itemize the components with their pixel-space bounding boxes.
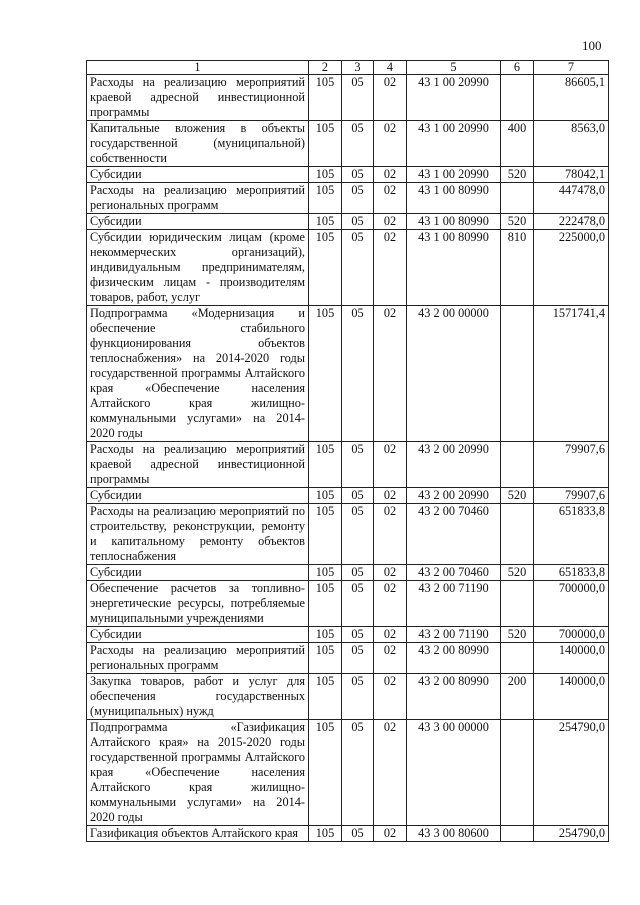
row-target-article: 43 2 00 80990 <box>407 674 501 720</box>
row-name: Субсидии юридическим лицам (кроме некоммерческих организаций), индивидуальным предпринимателям, физическим лицам - производителям товаров, работ, услуг <box>87 230 309 306</box>
row-expense-type <box>501 504 534 565</box>
row-target-article: 43 2 00 20990 <box>407 488 501 504</box>
row-admin-code: 105 <box>309 720 342 826</box>
row-expense-type <box>501 826 534 842</box>
table-row <box>87 504 609 565</box>
row-target-article: 43 2 00 71190 <box>407 581 501 627</box>
row-amount: 700000,0 <box>534 581 609 627</box>
row-subsection: 02 <box>374 230 407 306</box>
row-amount: 140000,0 <box>534 643 609 674</box>
row-amount: 651833,8 <box>534 565 609 581</box>
row-amount: 700000,0 <box>534 627 609 643</box>
row-target-article: 43 2 00 20990 <box>407 442 501 488</box>
row-expense-type: 520 <box>501 565 534 581</box>
row-target-article: 43 1 00 80990 <box>407 230 501 306</box>
table-row <box>87 627 609 643</box>
row-subsection: 02 <box>374 720 407 826</box>
row-section: 05 <box>342 720 374 826</box>
row-amount: 447478,0 <box>534 183 609 214</box>
row-expense-type: 520 <box>501 167 534 183</box>
row-name: Подпрограмма «Газификация Алтайского края» на 2015-2020 годы государственной программы Алтайского края «Обеспечение населения Алтайского края жилищно-коммунальными услугами» на 2014-2020 годы <box>87 720 309 826</box>
row-section: 05 <box>342 75 374 121</box>
row-subsection: 02 <box>374 627 407 643</box>
table-row <box>87 183 609 214</box>
row-amount: 651833,8 <box>534 504 609 565</box>
row-subsection: 02 <box>374 643 407 674</box>
row-admin-code: 105 <box>309 75 342 121</box>
row-section: 05 <box>342 183 374 214</box>
row-section: 05 <box>342 504 374 565</box>
row-subsection: 02 <box>374 214 407 230</box>
row-target-article: 43 3 00 80600 <box>407 826 501 842</box>
table-row <box>87 674 609 720</box>
row-name: Расходы на реализацию мероприятий по строительству, реконструкции, ремонту и капитальному ремонту объектов теплоснабжения <box>87 504 309 565</box>
row-admin-code: 105 <box>309 183 342 214</box>
table-row <box>87 643 609 674</box>
table-row <box>87 826 609 842</box>
row-section: 05 <box>342 230 374 306</box>
row-expense-type: 520 <box>501 627 534 643</box>
row-name: Субсидии <box>87 214 309 230</box>
row-section: 05 <box>342 442 374 488</box>
row-name: Закупка товаров, работ и услуг для обеспечения государственных (муниципальных) нужд <box>87 674 309 720</box>
table-row <box>87 720 609 826</box>
header-cell: 1 <box>87 61 309 75</box>
row-name: Субсидии <box>87 565 309 581</box>
row-subsection: 02 <box>374 442 407 488</box>
row-admin-code: 105 <box>309 488 342 504</box>
header-cell: 4 <box>374 61 407 75</box>
row-target-article: 43 2 00 70460 <box>407 565 501 581</box>
row-target-article: 43 1 00 80990 <box>407 183 501 214</box>
row-expense-type <box>501 643 534 674</box>
row-subsection: 02 <box>374 75 407 121</box>
row-amount: 79907,6 <box>534 488 609 504</box>
row-section: 05 <box>342 627 374 643</box>
row-subsection: 02 <box>374 183 407 214</box>
row-admin-code: 105 <box>309 504 342 565</box>
row-amount: 8563,0 <box>534 121 609 167</box>
row-expense-type <box>501 442 534 488</box>
row-amount: 78042,1 <box>534 167 609 183</box>
row-section: 05 <box>342 565 374 581</box>
table-row <box>87 442 609 488</box>
table-row <box>87 306 609 442</box>
row-expense-type: 810 <box>501 230 534 306</box>
row-subsection: 02 <box>374 674 407 720</box>
page-number: 100 <box>582 38 602 53</box>
table-row <box>87 565 609 581</box>
row-section: 05 <box>342 643 374 674</box>
row-admin-code: 105 <box>309 167 342 183</box>
row-amount: 254790,0 <box>534 720 609 826</box>
header-cell: 2 <box>309 61 342 75</box>
row-name: Обеспечение расчетов за топливно-энергетические ресурсы, потребляемые муниципальными учреждениями <box>87 581 309 627</box>
row-admin-code: 105 <box>309 627 342 643</box>
row-subsection: 02 <box>374 488 407 504</box>
row-name: Капитальные вложения в объекты государственной (муниципальной) собственности <box>87 121 309 167</box>
row-amount: 86605,1 <box>534 75 609 121</box>
row-section: 05 <box>342 581 374 627</box>
row-target-article: 43 1 00 20990 <box>407 121 501 167</box>
row-expense-type <box>501 75 534 121</box>
header-cell: 6 <box>501 61 534 75</box>
row-section: 05 <box>342 488 374 504</box>
row-admin-code: 105 <box>309 581 342 627</box>
row-amount: 254790,0 <box>534 826 609 842</box>
row-subsection: 02 <box>374 121 407 167</box>
row-target-article: 43 2 00 71190 <box>407 627 501 643</box>
row-section: 05 <box>342 214 374 230</box>
row-name: Газификация объектов Алтайского края <box>87 826 309 842</box>
row-target-article: 43 3 00 00000 <box>407 720 501 826</box>
row-name: Субсидии <box>87 488 309 504</box>
header-row <box>87 61 609 75</box>
row-admin-code: 105 <box>309 442 342 488</box>
row-section: 05 <box>342 306 374 442</box>
budget-table <box>86 60 609 842</box>
row-admin-code: 105 <box>309 121 342 167</box>
row-name: Субсидии <box>87 167 309 183</box>
row-name: Субсидии <box>87 627 309 643</box>
row-subsection: 02 <box>374 565 407 581</box>
row-admin-code: 105 <box>309 565 342 581</box>
row-admin-code: 105 <box>309 214 342 230</box>
row-name: Расходы на реализацию мероприятий краевой адресной инвестиционной программы <box>87 442 309 488</box>
header-cell: 3 <box>342 61 374 75</box>
row-admin-code: 105 <box>309 306 342 442</box>
row-target-article: 43 1 00 20990 <box>407 167 501 183</box>
row-expense-type: 200 <box>501 674 534 720</box>
row-admin-code: 105 <box>309 674 342 720</box>
row-target-article: 43 1 00 20990 <box>407 75 501 121</box>
row-amount: 222478,0 <box>534 214 609 230</box>
row-expense-type: 520 <box>501 214 534 230</box>
row-amount: 79907,6 <box>534 442 609 488</box>
row-subsection: 02 <box>374 167 407 183</box>
row-name: Расходы на реализацию мероприятий региональных программ <box>87 643 309 674</box>
table-row <box>87 488 609 504</box>
row-section: 05 <box>342 826 374 842</box>
table-row <box>87 75 609 121</box>
row-section: 05 <box>342 167 374 183</box>
row-expense-type <box>501 720 534 826</box>
row-section: 05 <box>342 674 374 720</box>
row-name: Расходы на реализацию мероприятий региональных программ <box>87 183 309 214</box>
row-section: 05 <box>342 121 374 167</box>
table-row <box>87 230 609 306</box>
row-admin-code: 105 <box>309 826 342 842</box>
table-row <box>87 581 609 627</box>
row-target-article: 43 1 00 80990 <box>407 214 501 230</box>
row-amount: 1571741,4 <box>534 306 609 442</box>
table-row <box>87 121 609 167</box>
row-expense-type <box>501 183 534 214</box>
row-subsection: 02 <box>374 581 407 627</box>
row-target-article: 43 2 00 80990 <box>407 643 501 674</box>
row-subsection: 02 <box>374 306 407 442</box>
row-expense-type <box>501 581 534 627</box>
row-amount: 140000,0 <box>534 674 609 720</box>
table-row <box>87 214 609 230</box>
row-target-article: 43 2 00 70460 <box>407 504 501 565</box>
row-name: Расходы на реализацию мероприятий краевой адресной инвестиционной программы <box>87 75 309 121</box>
row-admin-code: 105 <box>309 230 342 306</box>
table-row <box>87 167 609 183</box>
row-admin-code: 105 <box>309 643 342 674</box>
row-expense-type <box>501 306 534 442</box>
row-target-article: 43 2 00 00000 <box>407 306 501 442</box>
header-cell: 5 <box>407 61 501 75</box>
row-subsection: 02 <box>374 826 407 842</box>
header-cell: 7 <box>534 61 609 75</box>
row-expense-type: 520 <box>501 488 534 504</box>
row-amount: 225000,0 <box>534 230 609 306</box>
row-subsection: 02 <box>374 504 407 565</box>
row-expense-type: 400 <box>501 121 534 167</box>
row-name: Подпрограмма «Модернизация и обеспечение стабильного функционирования объектов теплоснабжения» на 2014-2020 годы государственной программы Алтайского края «Обеспечение населения Алтайского края жилищно-коммунальными услугами» на 2014-2020 годы <box>87 306 309 442</box>
